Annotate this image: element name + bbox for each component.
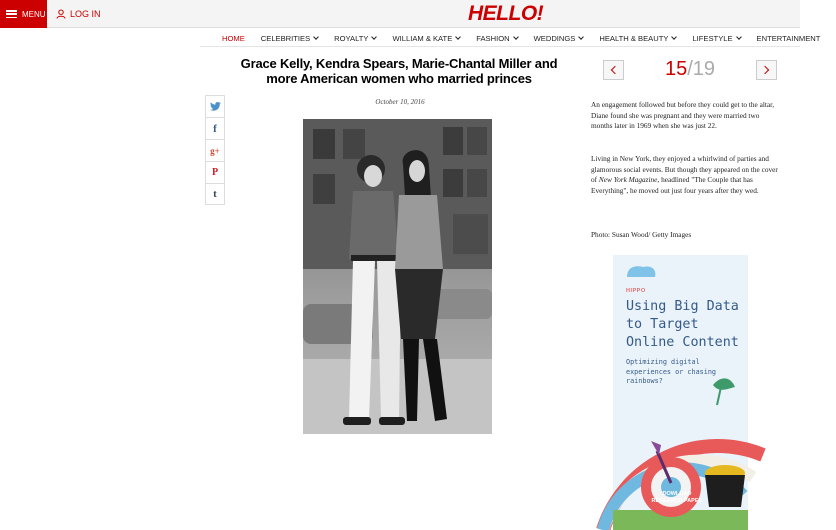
twitter-share-button[interactable] xyxy=(205,95,225,117)
nav-item-label: CELEBRITIES xyxy=(260,33,311,43)
chevron-right-icon xyxy=(761,66,769,74)
facebook-share-button[interactable] xyxy=(205,117,225,139)
ad-download-button[interactable] xyxy=(647,491,707,505)
gallery-photo[interactable] xyxy=(303,119,492,434)
facebook-icon: f xyxy=(213,122,217,135)
nav-item-label: ENTERTAINMENT xyxy=(756,33,821,43)
caption-text: , headlined "The Couple that has Everything", he moved out just four years after they wed. xyxy=(591,175,759,195)
total-slides: 19 xyxy=(692,58,716,80)
article-date: October 10, 2016 xyxy=(375,98,425,106)
nav-item-label: ROYALTY xyxy=(334,33,369,43)
tumblr-share-button[interactable] xyxy=(205,183,225,205)
top-bar xyxy=(0,0,800,28)
caption-paragraph-1: An engagement followed but before they could get to the altar, Diane found she was pregnant and they were married two months later in 1969 when she was just 22. xyxy=(591,100,775,130)
chevron-down-icon xyxy=(372,34,378,40)
couple-photo-illustration xyxy=(303,119,492,434)
caption-paragraph-2 xyxy=(591,154,781,196)
chevron-down-icon xyxy=(579,34,585,40)
menu-label: MENU xyxy=(22,9,46,19)
slide-separator: / xyxy=(687,58,693,80)
slide-counter xyxy=(640,58,740,81)
ad-artwork xyxy=(613,255,748,530)
pinterest-share-button[interactable] xyxy=(205,161,225,183)
nav-item-label: HEALTH & BEAUTY xyxy=(599,33,669,43)
nav-divider xyxy=(200,46,800,47)
nav-item-label: LIFESTYLE xyxy=(692,33,733,43)
nav-item-william-kate[interactable] xyxy=(392,32,460,44)
photo-credit: Photo: Susan Wood/ Getty Images xyxy=(591,230,692,239)
menu-button[interactable] xyxy=(0,0,47,28)
google-plus-icon: g+ xyxy=(210,145,220,156)
nav-item-home[interactable] xyxy=(222,32,245,44)
nav-item-label: HOME xyxy=(222,33,245,43)
share-bar xyxy=(205,95,225,205)
current-slide: 15 xyxy=(664,58,688,80)
nav-item-royalty[interactable] xyxy=(334,32,376,44)
chevron-down-icon xyxy=(672,34,678,40)
hello-logo[interactable]: HELLO! xyxy=(468,2,544,25)
nav-item-health-beauty[interactable] xyxy=(599,32,676,44)
nav-item-label: WILLIAM & KATE xyxy=(392,33,453,43)
nav-item-entertainment[interactable] xyxy=(757,32,821,44)
chevron-left-icon xyxy=(611,66,619,74)
nav-item-lifestyle[interactable] xyxy=(692,32,740,44)
login-button[interactable] xyxy=(56,0,101,28)
nav-item-weddings[interactable] xyxy=(534,32,584,44)
ad-headline: Using Big Data to Target Online Content xyxy=(626,299,739,350)
ad-subline: Optimizing digital experiences or chasing rainbows? xyxy=(626,358,717,385)
chevron-down-icon xyxy=(455,34,461,40)
nav-item-label: WEDDINGS xyxy=(533,33,576,43)
advertisement[interactable] xyxy=(613,255,748,530)
login-label: LOG IN xyxy=(70,9,101,19)
magazine-name: New York Magazine xyxy=(598,175,658,184)
chevron-down-icon xyxy=(736,34,742,40)
tumblr-icon: t xyxy=(213,188,217,200)
nav-item-celebrities[interactable] xyxy=(261,32,318,44)
ad-cta-line-2: RESEARCH PAPER xyxy=(651,498,703,504)
ad-cta-line-1: DOWLOAD xyxy=(662,491,692,497)
prev-slide-button[interactable] xyxy=(603,60,624,80)
google-plus-share-button[interactable] xyxy=(205,139,225,161)
hamburger-icon xyxy=(6,10,17,18)
twitter-icon xyxy=(210,102,221,111)
nav-item-label: FASHION xyxy=(476,33,510,43)
ad-brand: HIPPO xyxy=(626,288,646,294)
gallery-pager xyxy=(600,60,780,82)
chevron-down-icon xyxy=(313,34,319,40)
main-nav xyxy=(222,32,836,44)
chevron-down-icon xyxy=(513,34,519,40)
nav-item-fashion[interactable] xyxy=(476,32,517,44)
pinterest-icon: P xyxy=(211,167,219,178)
article-title: Grace Kelly, Kendra Spears, Marie-Chantal Miller and more American women who married princes xyxy=(240,56,558,86)
caption-text: Living in New York, they enjoyed a whirlwind of parties and glamorous social events. But though they appeared on the cover of xyxy=(591,154,778,184)
next-slide-button[interactable] xyxy=(756,60,777,80)
user-icon xyxy=(56,9,66,19)
